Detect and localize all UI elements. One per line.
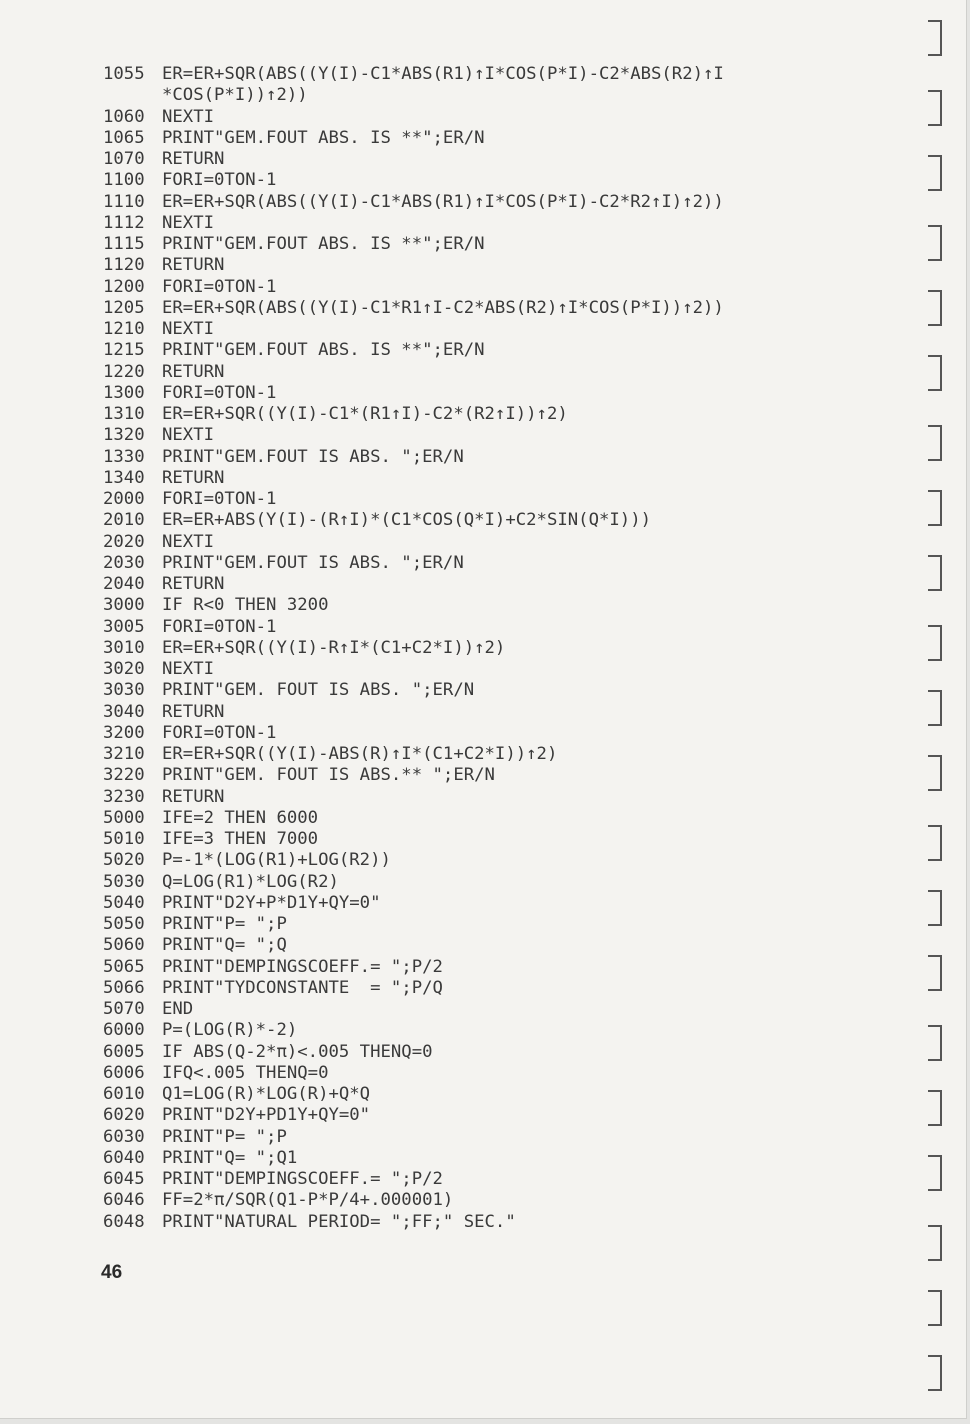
code-line [103,829,863,850]
code-statement: Q1=LOG(R)*LOG(R)+Q*Q [162,1084,371,1104]
binder-tab-mark [928,690,942,726]
line-number: 1215 [103,340,145,361]
line-number: 5065 [103,956,145,977]
line-number: 1310 [103,404,145,424]
code-statement: ER=ER+SQR((Y(I)-C1*(R1↑I)-C2*(R2↑I))↑2) [162,404,568,424]
code-line [103,170,863,191]
code-line [103,574,863,595]
line-number: 6030 [103,1126,145,1147]
line-number: 5020 [103,850,145,871]
line-number: 3040 [103,701,145,722]
binder-tab-mark [928,955,942,991]
line-number: 1220 [103,361,145,382]
code-line [103,744,863,765]
code-line [103,1020,863,1041]
line-number: 1200 [103,276,145,297]
line-number: 2040 [103,574,145,594]
code-statement: FORI=0TON-1 [162,170,277,191]
line-number: 2000 [103,489,145,509]
code-line [103,765,863,786]
line-number: 5070 [103,999,145,1019]
binder-tab-mark [928,425,942,461]
code-line [103,192,863,213]
code-statement: ER=ER+ABS(Y(I)-(R↑I)*(C1*COS(Q*I)+C2*SIN(Q*I))) [162,510,651,531]
code-line [103,595,863,616]
line-number: 5050 [103,914,145,934]
line-number: 5066 [103,977,145,998]
code-statement: PRINT"DEMPINGSCOEFF.= ";P/2 [162,956,443,977]
code-statement: ER=ER+SQR(ABS((Y(I)-C1*R1↑I-C2*ABS(R2)↑I*COS(P*I))↑2)) [162,297,724,318]
code-line [103,659,863,680]
line-number: 1320 [103,425,145,446]
code-line [103,1212,863,1233]
code-line [103,64,863,85]
line-number: 5010 [103,829,145,849]
binder-tab-mark [928,155,942,191]
line-number: 1060 [103,106,145,127]
basic-program-listing [103,64,863,1233]
binder-tab-mark [928,1225,942,1261]
binder-tab-mark [928,1355,942,1391]
code-statement: RETURN [162,255,225,276]
line-number: 1115 [103,234,145,254]
code-line [103,893,863,914]
code-line [103,213,863,234]
code-line [103,553,863,574]
line-number: 6000 [103,1020,145,1041]
code-line [103,149,863,170]
line-number: 6048 [103,1211,145,1232]
line-number: 3000 [103,595,145,616]
code-line [103,617,863,638]
code-line [103,277,863,298]
code-statement: RETURN [162,701,225,722]
code-statement: NEXTI [162,106,215,127]
code-line [103,1042,863,1063]
code-line [103,107,863,128]
binder-tab-mark [928,355,942,391]
line-number: 5040 [103,892,145,913]
code-line [103,935,863,956]
code-statement: PRINT"NATURAL PERIOD= ";FF;" SEC." [162,1211,516,1232]
code-statement: RETURN [162,786,225,807]
code-line-continuation [103,85,863,106]
code-statement: END [162,999,194,1019]
code-line [103,298,863,319]
binder-tab-mark [928,755,942,791]
binder-tab-mark [928,890,942,926]
binder-tab-mark [928,90,942,126]
code-statement: P=(LOG(R)*-2) [162,1020,298,1041]
code-statement: PRINT"GEM.FOUT ABS. IS **";ER/N [162,234,485,254]
binder-tab-mark [928,490,942,526]
code-line [103,1190,863,1211]
line-number: 2010 [103,510,145,531]
code-line [103,340,863,361]
line-number: 6005 [103,1041,145,1062]
line-number: 1065 [103,127,145,148]
line-number: 5060 [103,935,145,956]
line-number: 1205 [103,297,145,318]
page-number: 46 [101,1262,123,1283]
line-number: 6006 [103,1062,145,1083]
line-number: 1100 [103,170,145,191]
line-number: 5000 [103,807,145,828]
code-statement: FORI=0TON-1 [162,616,277,637]
code-statement: NEXTI [162,319,215,339]
code-line [103,362,863,383]
binder-tab-mark [928,225,942,261]
code-statement: NEXTI [162,531,215,552]
code-statement: ER=ER+SQR((Y(I)-R↑I*(C1+C2*I))↑2) [162,637,506,658]
code-statement: NEXTI [162,659,215,679]
code-line [103,808,863,829]
code-statement: PRINT"TYDCONSTANTE = ";P/Q [162,977,443,998]
code-line [103,489,863,510]
line-number: 1055 [103,64,145,84]
code-line [103,1148,863,1169]
binder-tab-mark [928,20,942,56]
code-statement: IF ABS(Q-2*π)<.005 THENQ=0 [162,1041,433,1062]
code-line [103,680,863,701]
line-number: 1112 [103,212,145,233]
line-number: 1300 [103,382,145,403]
code-line [103,532,863,553]
code-statement: PRINT"GEM. FOUT IS ABS.** ";ER/N [162,765,495,786]
code-line [103,447,863,468]
code-line [103,319,863,340]
code-statement: FORI=0TON-1 [162,722,277,743]
line-number: 3005 [103,616,145,637]
code-line [103,383,863,404]
code-statement: P=-1*(LOG(R1)+LOG(R2)) [162,850,391,871]
code-statement: ER=ER+SQR(ABS((Y(I)-C1*ABS(R1)↑I*COS(P*I)-C2*ABS(R2)↑I [162,64,724,84]
line-number: 3020 [103,659,145,679]
code-statement: PRINT"P= ";P [162,914,287,934]
code-statement: *COS(P*I))↑2)) [162,85,308,106]
code-line [103,1169,863,1190]
code-statement: RETURN [162,574,225,594]
code-statement: PRINT"D2Y+P*D1Y+QY=0" [162,892,381,913]
code-statement: FORI=0TON-1 [162,382,277,403]
binder-tab-mark [928,555,942,591]
line-number: 1210 [103,319,145,339]
line-number: 1120 [103,255,145,276]
code-statement: PRINT"DEMPINGSCOEFF.= ";P/2 [162,1169,443,1189]
code-statement: IFE=2 THEN 6000 [162,807,319,828]
line-number: 3010 [103,637,145,658]
binder-tab-mark [928,290,942,326]
line-number: 6020 [103,1105,145,1126]
code-statement: PRINT"GEM. FOUT IS ABS. ";ER/N [162,680,475,701]
binder-tab-mark [928,1025,942,1061]
code-line [103,957,863,978]
code-statement: Q=LOG(R1)*LOG(R2) [162,871,339,892]
code-statement: FORI=0TON-1 [162,276,277,297]
code-line [103,999,863,1020]
code-line [103,872,863,893]
code-line [103,787,863,808]
code-statement: PRINT"GEM.FOUT IS ABS. ";ER/N [162,552,464,573]
code-line [103,723,863,744]
binder-tab-mark [928,1090,942,1126]
line-number: 6040 [103,1147,145,1168]
binder-tabs [928,0,958,1418]
code-statement: IF R<0 THEN 3200 [162,595,329,616]
line-number: 3210 [103,744,145,764]
code-line [103,978,863,999]
line-number: 6046 [103,1190,145,1211]
code-statement: FORI=0TON-1 [162,489,277,509]
line-number: 3200 [103,722,145,743]
code-line [103,702,863,723]
code-statement: ER=ER+SQR((Y(I)-ABS(R)↑I*(C1+C2*I))↑2) [162,744,558,764]
code-statement: RETURN [162,149,225,169]
code-line [103,1063,863,1084]
binder-tab-mark [928,625,942,661]
code-line [103,1127,863,1148]
binder-tab-mark [928,1155,942,1191]
line-number: 1110 [103,191,145,212]
code-line [103,234,863,255]
code-statement: PRINT"D2Y+PD1Y+QY=0" [162,1105,371,1126]
code-statement: PRINT"Q= ";Q [162,935,287,956]
code-line [103,425,863,446]
code-line [103,510,863,531]
code-line [103,638,863,659]
code-statement: PRINT"GEM.FOUT ABS. IS **";ER/N [162,340,485,361]
line-number: 3230 [103,786,145,807]
code-line [103,468,863,489]
code-statement: NEXTI [162,425,215,446]
code-line [103,128,863,149]
line-number: 3220 [103,765,145,786]
code-statement: ER=ER+SQR(ABS((Y(I)-C1*ABS(R1)↑I*COS(P*I)-C2*R2↑I)↑2)) [162,191,724,212]
code-line [103,1105,863,1126]
line-number: 1330 [103,446,145,467]
code-statement: PRINT"P= ";P [162,1126,287,1147]
code-line [103,1084,863,1105]
line-number: 5030 [103,871,145,892]
code-statement: RETURN [162,361,225,382]
code-line [103,914,863,935]
line-number: 6045 [103,1169,145,1189]
line-number: 3030 [103,680,145,701]
line-number: 1070 [103,149,145,169]
line-number: 6010 [103,1084,145,1104]
code-statement: IFE=3 THEN 7000 [162,829,319,849]
binder-tab-mark [928,825,942,861]
code-line [103,404,863,425]
line-number: 2020 [103,531,145,552]
line-number: 1340 [103,467,145,488]
code-statement: IFQ<.005 THENQ=0 [162,1062,329,1083]
binder-tab-mark [928,1290,942,1326]
code-statement: NEXTI [162,212,215,233]
code-line [103,255,863,276]
code-line [103,850,863,871]
code-statement: PRINT"GEM.FOUT ABS. IS **";ER/N [162,127,485,148]
code-statement: FF=2*π/SQR(Q1-P*P/4+.000001) [162,1190,454,1211]
line-number: 2030 [103,552,145,573]
code-statement: PRINT"GEM.FOUT IS ABS. ";ER/N [162,446,464,467]
code-statement: PRINT"Q= ";Q1 [162,1147,298,1168]
code-statement: RETURN [162,467,225,488]
